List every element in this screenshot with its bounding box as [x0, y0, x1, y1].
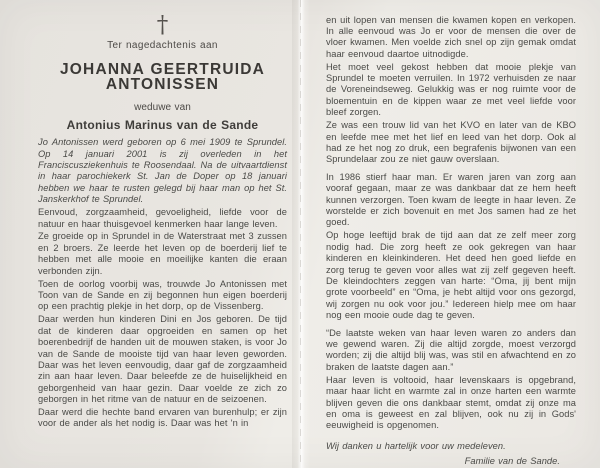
- dedication-text: Ter nagedachtenis aan: [107, 40, 218, 51]
- left-paragraph-5: Daar werd die hechte band ervaren van burenhulp; er zijn voor de ander als het nodig is. Daar was het 'n in: [38, 407, 287, 429]
- family-signature: Familie van de Sande.: [464, 456, 560, 467]
- deceased-name-line1: JOHANNA GEERTRUIDA: [59, 61, 266, 79]
- left-paragraph-1: Eenvoud, zorgzaamheid, gevoeligheid, liefde voor de natuur en haar thuisgevoel kenmerken haar lange leven.: [38, 207, 287, 229]
- deceased-name: [38, 62, 287, 92]
- right-paragraph-3: Ze was een trouw lid van het KVO en later van de KBO en leefde mee met het lief en leed van het dorp. Ook al had ze het nog zo druk, een begrafenis bijwonen van een Sprundelaar zou ze niet gauw overslaan.: [326, 120, 576, 165]
- biography-intro: Jo Antonissen werd geboren op 6 mei 1909 te Sprundel. Op 14 januari 2001 is zij overleden in het Franciscusziekenhuis te Roosendaal. Na de uitvaartdienst in haar parochiekerk St. Jan de Doper op 18 januari hebben we haar te rusten gelegd bij haar man op het St. Janskerkhof te Sprundel.: [38, 137, 287, 205]
- center-fold-line: [300, 0, 301, 468]
- right-paragraph-5: Op hoge leeftijd brak de tijd aan dat ze zelf meer zorg nodig had. Die zorg heeft ze ook gekregen van haar kinderen en kleinkinderen. Het deed hen goed liefde en zorg terug te geven voor alles wat zij zelf gegeven heeft. De kleindochters zeggen van harte: “Oma, jij bent mijn grote voorbeeld” en “Oma, je hebt altijd voor ons gezorgd, wij zorgen nu ook voor jou.” Iedereen hielp mee om haar nog een mooie oude dag te geven.: [326, 230, 576, 321]
- right-paragraph-4: In 1986 stierf haar man. Er waren jaren van zorg aan vooraf gegaan, maar ze was dankbaar dat ze hem heeft kunnen verzorgen. Toen kwam de leegte in haar leven. Ze worstelde er zich bovenuit en met Jos samen had ze het goed.: [326, 171, 576, 228]
- widow-of-label: weduwe van: [134, 102, 191, 114]
- left-paragraph-2: Ze groeide op in Sprundel in de Waterstraat met 3 zussen en 2 broers. Ze leerde het leven op de boerderij lief te hebben met alle mooie en moeilijke kanten die eraan verbonden zijn.: [38, 231, 287, 276]
- right-paragraph-1: en uit lopen van mensen die kwamen kopen en verkopen. In alle eenvoud was Jo er voor de mensen die over de vloer kwamen. Men voelde zich snel op zijn gemak omdat haar eenvoud daartoe uitnodigde.: [326, 14, 576, 59]
- right-page: [326, 13, 576, 468]
- left-page: [38, 0, 287, 430]
- right-paragraph-7: Haar leven is voltooid, haar levenskaars is opgebrand, maar haar licht en warmte zal in onze harten een warmte blijven geven die ons dankbaar stemt, omdat zij onze ma en oma is geweest en zal blijven, ook nu zij in Gods' eeuwigheid is opgenomen.: [326, 374, 576, 431]
- thanks-line: Wij danken u hartelijk voor uw medeleven.: [326, 440, 506, 451]
- memorial-header: [38, 0, 287, 131]
- center-fold-crease: [292, 0, 310, 468]
- cross-icon: †: [156, 12, 169, 38]
- right-paragraph-2: Het moet veel gekost hebben dat mooie plekje van Sprundel te moeten verruilen. In 1972 verhuisden ze naar de Voreneindseweg. Gelukkig was er nog ruimte voor de bloementuin en de kippen waar ze met veel liefde voor bleef zorgen.: [326, 61, 576, 118]
- deceased-name-line2: ANTONISSEN: [105, 76, 220, 94]
- left-paragraph-4: Daar werden hun kinderen Dini en Jos geboren. De tijd dat de kinderen daar opgroeiden en samen op het boerenbedrijf de handen uit de mouwen staken, is voor Jo van de Sande de mooiste tijd van haar leven geworden. Daar was het leven eenvoudig, daar gaf de zorgzaamheid zin aan haar leven. Daar beleefde ze de huiselijkheid en geborgenheid van haar gezin. Daar voelde ze zich zo geborgen in het ritme van de natuur en de seizoenen.: [38, 314, 287, 405]
- left-paragraph-3: Toen de oorlog voorbij was, trouwde Jo Antonissen met Toon van de Sande en zij begonnen hun eigen boerderij op een prachtig plekje in het dorp, op de Vissenberg.: [38, 278, 287, 312]
- right-paragraph-6-quote: “De laatste weken van haar leven waren zo anders dan we gewend waren. Zij die altijd zorgde, moest verzorgd worden; zij die altijd blij was, was stil en afwachtend en zo braken de laatste dagen aan.”: [326, 327, 576, 372]
- husband-name: Antonius Marinus van de Sande: [66, 117, 259, 132]
